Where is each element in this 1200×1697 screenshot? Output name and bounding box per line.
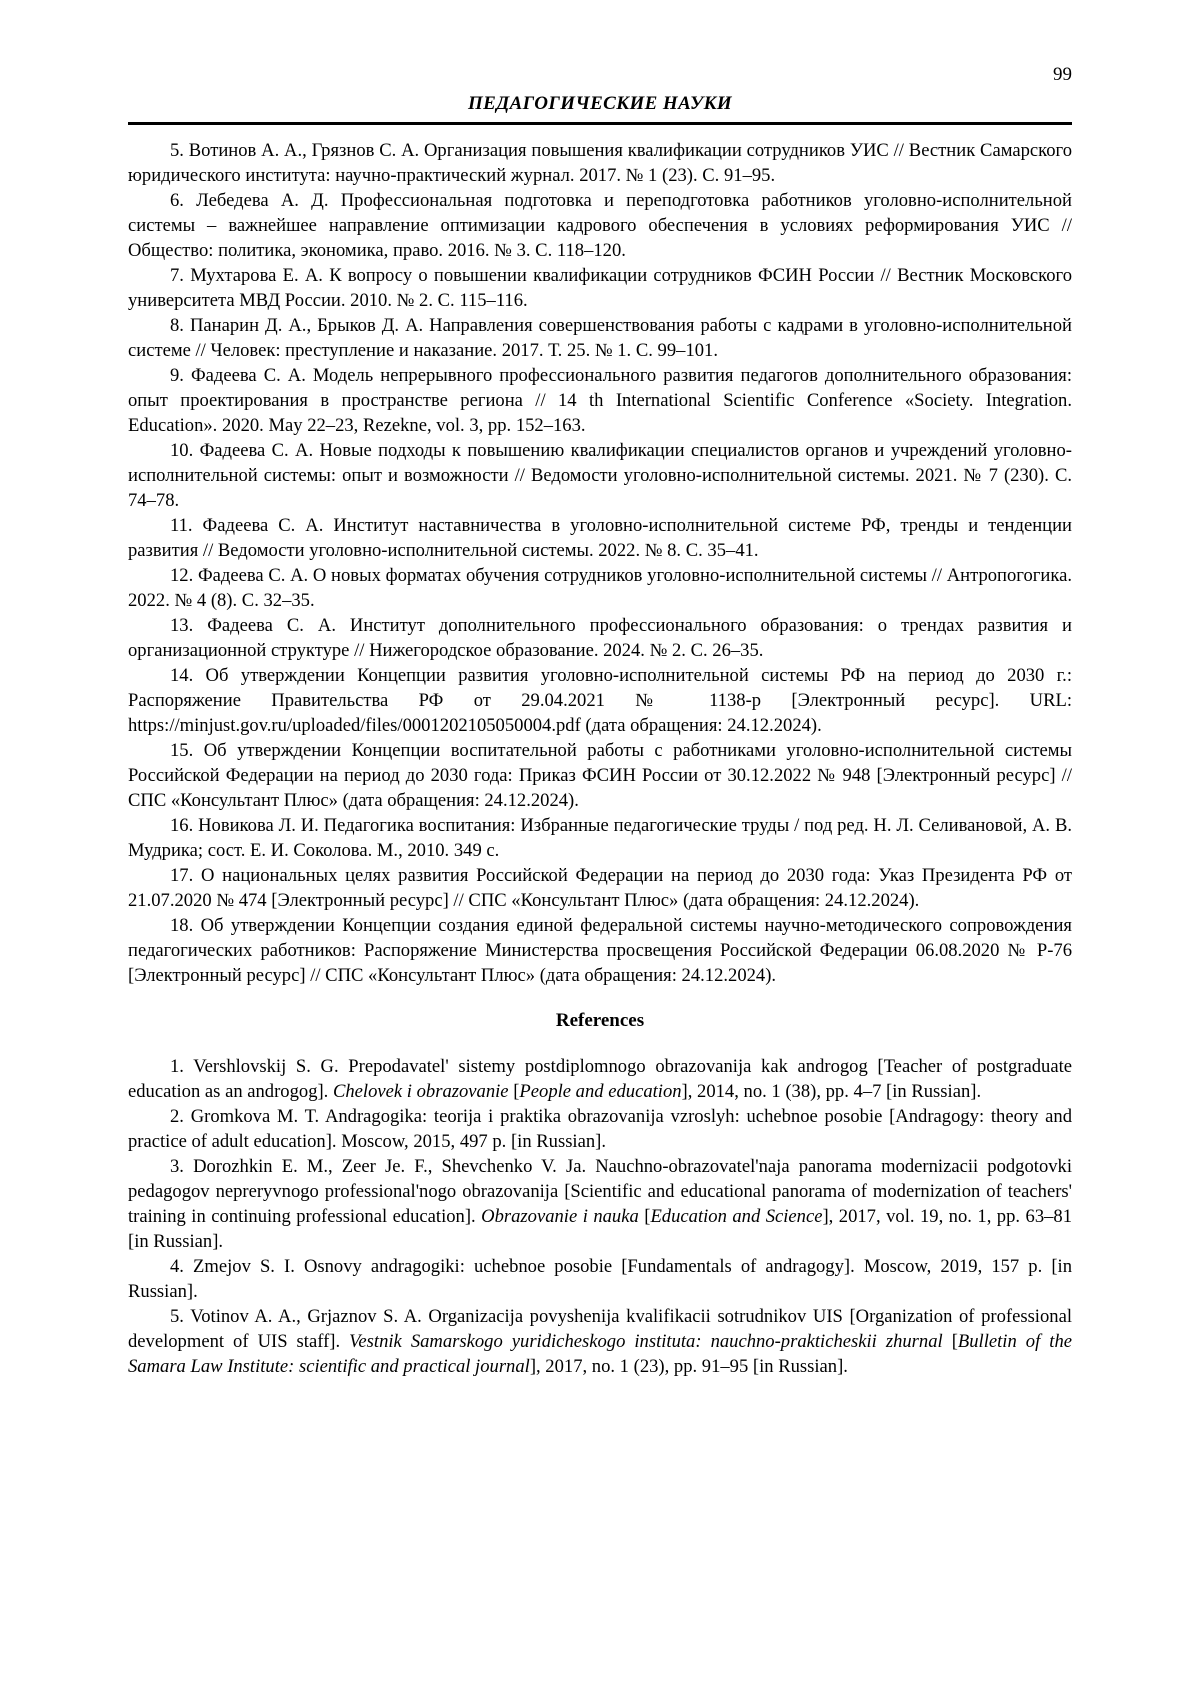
header-divider <box>128 122 1072 125</box>
section-spacer <box>128 1046 1072 1054</box>
references-heading: References <box>555 1010 645 1031</box>
list-item: 7. Мухтарова Е. А. К вопросу о повышении квалификации сотрудников ФСИН России // Вестник Московского университета МВД России. 2010. № 2. С. 115–116. <box>128 265 1072 311</box>
reference-text: ], 2017, no. 1 (23), pp. 91–95 [in Russian]. <box>529 1356 848 1377</box>
list-item: 17. О национальных целях развития Российской Федерации на период до 2030 года: Указ Президента РФ от 21.07.2020 № 474 [Электронный ресурс] // СПС «Консультант Плюс» (дата обращения: 24.12.2024). <box>128 865 1072 911</box>
reference-text: [ <box>513 1081 520 1102</box>
list-item <box>128 1104 1072 1154</box>
list-item: 13. Фадеева С. А. Институт дополнительного профессионального образования: о трендах развития и организационной структуре // Нижегородское образование. 2024. № 2. С. 26–35. <box>128 615 1072 661</box>
list-item <box>128 1254 1072 1304</box>
list-item <box>128 1054 1072 1104</box>
list-item: 5. Вотинов А. А., Грязнов С. А. Организация повышения квалификации сотрудников УИС // Вестник Самарского юридического института: научно-практический журнал. 2017. № 1 (23). С. 91–95. <box>128 140 1072 186</box>
reference-text: 5. Votinov A. A., Grjaznov S. A. Organizacija povyshenija kvalifikacii sotrudnikov UIS [Organization of professional development of UIS staff]. <box>128 1306 1072 1352</box>
list-item: 15. Об утверждении Концепции воспитательной работы с работниками уголовно-исполнительной системы Российской Федерации на период до 2030 года: Приказ ФСИН России от 30.12.2022 № 948 [Электронный ресурс] // СПС «Консультант Плюс» (дата обращения: 24.12.2024). <box>128 740 1072 811</box>
source-title: Obrazovanie i nauka <box>481 1206 645 1227</box>
list-item: 8. Панарин Д. А., Брыков Д. А. Направления совершенствования работы с кадрами в уголовно-исполнительной системе // Человек: преступление и наказание. 2017. Т. 25. № 1. С. 99–101. <box>128 315 1072 361</box>
list-item: 11. Фадеева С. А. Институт наставничества в уголовно-исполнительной системе РФ, тренды и тенденции развития // Ведомости уголовно-исполнительной системы. 2022. № 8. С. 35–41. <box>128 515 1072 561</box>
list-item: 12. Фадеева С. А. О новых форматах обучения сотрудников уголовно-исполнительной системы // Антропогогика. 2022. № 4 (8). С. 32–35. <box>128 565 1072 611</box>
source-title: Education and Science <box>650 1206 823 1227</box>
reference-text: 3. Dorozhkin E. M., Zeer Je. F., Shevchenko V. Ja. Nauchno-obrazovatel'naja panorama modernizacii podgotovki pedagogov nepreryvnogo professional'nogo obrazovanija [Scientific and educational panorama of modernization of teachers' training in continuing professional education]. <box>128 1156 1072 1227</box>
reference-text: 1. Vershlovskij S. G. Prepodavatel' sistemy postdiplomnogo obrazovanija kak androgog [Teacher of postgraduate education as an androgog]. <box>128 1056 1072 1102</box>
source-title: People and education <box>519 1081 682 1102</box>
reference-text: ], 2017, vol. 19, no. 1, pp. 63–81 [in Russian]. <box>128 1206 1073 1252</box>
list-item: 10. Фадеева С. А. Новые подходы к повышению квалификации специалистов органов и учреждений уголовно-исполнительной системы: опыт и возможности // Ведомости уголовно-исполнительной системы. 2021. № 7 (230). С. 74–78. <box>128 440 1072 511</box>
list-item <box>128 1154 1072 1254</box>
reference-text: [ <box>951 1331 958 1352</box>
list-item: 18. Об утверждении Концепции создания единой федеральной системы научно-методического сопровождения педагогических работников: Распоряжение Министерства просвещения Российской Федерации 06.08.2020 № Р-76 [Электронный ресурс] // СПС «Консультант Плюс» (дата обращения: 24.12.2024). <box>128 915 1072 986</box>
source-title: Chelovek i obrazovanie <box>332 1081 514 1102</box>
list-item: 14. Об утверждении Концепции развития уголовно-исполнительной системы РФ на период до 2030 г.: Распоряжение Правительства РФ от 29.04.2021 № 1138-р [Электронный ресурс]. URL: https://minjust.gov.ru/uploaded/files/0001202105050004.pdf (дата обращения: 24.12.2024). <box>128 665 1072 736</box>
page-content <box>128 138 1072 1379</box>
running-head: ПЕДАГОГИЧЕСКИЕ НАУКИ <box>467 93 733 114</box>
list-item: 16. Новикова Л. И. Педагогика воспитания: Избранные педагогические труды / под ред. Н. Л. Селивановой, А. В. Мудрика; сост. Е. И. Соколова. М., 2010. 349 с. <box>128 815 1072 861</box>
list-item <box>128 1304 1072 1379</box>
page-number: 99 <box>1053 64 1072 85</box>
russian-reference-list <box>128 138 1072 988</box>
source-title: Vestnik Samarskogo yuridicheskogo instituta: nauchno-prakticheskii zhurnal <box>349 1331 952 1352</box>
reference-text: 4. Zmejov S. I. Osnovy andragogiki: uchebnoe posobie [Fundamentals of andragogy]. Moscow, 2019, 157 p. [in Russian]. <box>128 1256 1072 1302</box>
list-item: 9. Фадеева С. А. Модель непрерывного профессионального развития педагогов дополнительного образования: опыт проектирования в пространстве региона // 14 th International Scientific Conference «Society. Integration. Education». 2020. May 22–23, Rezekne, vol. 3, pp. 152–163. <box>128 365 1072 436</box>
reference-text: ], 2014, no. 1 (38), pp. 4–7 [in Russian]. <box>681 1081 982 1102</box>
list-item: 6. Лебедева А. Д. Профессиональная подготовка и переподготовка работников уголовно-исполнительной системы – важнейшее направление оптимизации кадрового обеспечения в условиях реформирования УИС // Общество: политика, экономика, право. 2016. № 3. С. 118–120. <box>128 190 1072 261</box>
reference-text: [ <box>644 1206 651 1227</box>
source-title: Bulletin of the Samara Law Institute: scientific and practical journal <box>128 1331 1072 1377</box>
english-reference-list <box>128 1054 1072 1379</box>
reference-text: 2. Gromkova M. T. Andragogika: teorija i praktika obrazovanija vzroslyh: uchebnoe posobie [Andragogy: theory and practice of adult education]. Moscow, 2015, 497 p. [in Russian]. <box>128 1106 1072 1152</box>
